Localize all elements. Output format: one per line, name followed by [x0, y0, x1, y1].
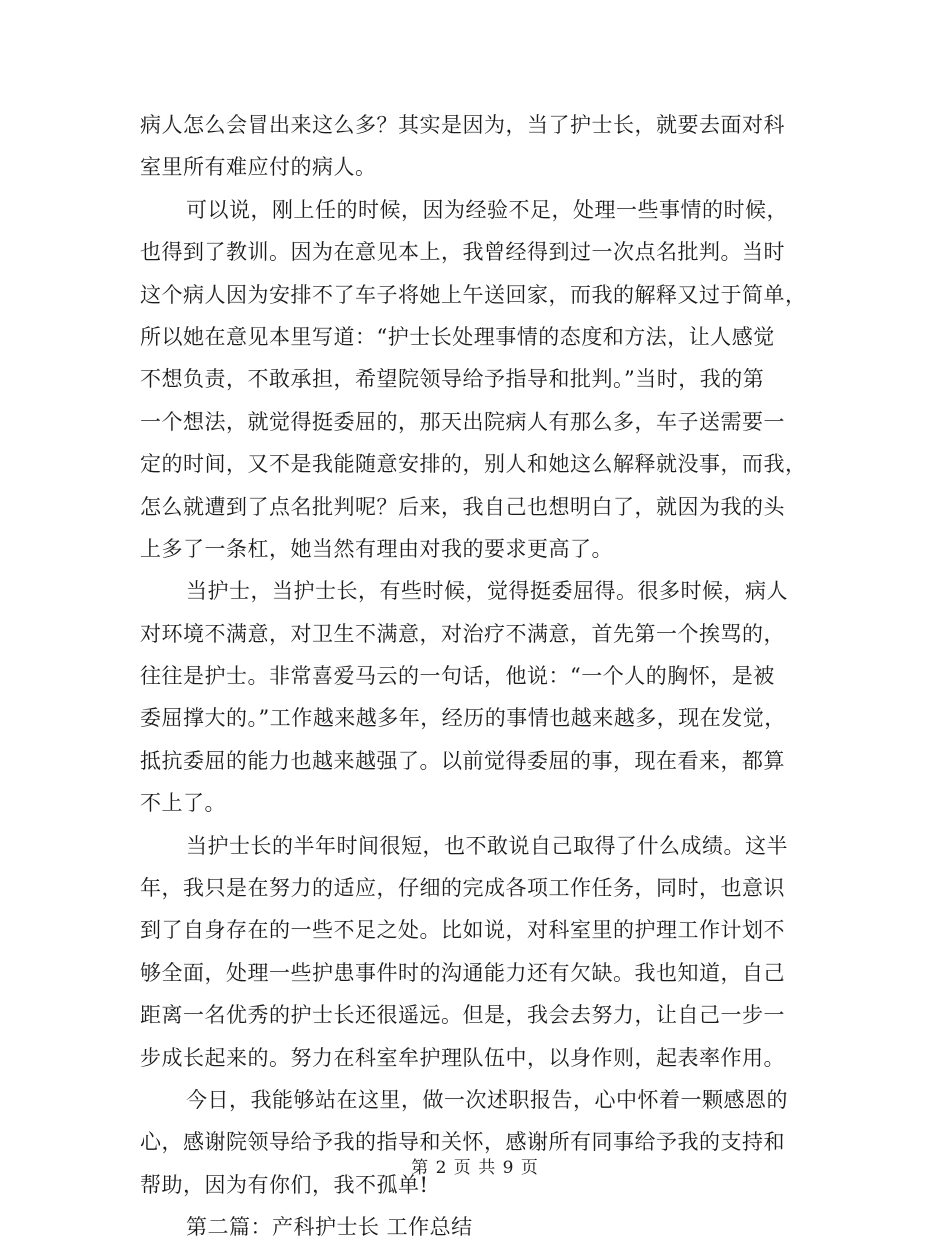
text-line: 对环境不满意，对卫生不满意，对治疗不满意，首先第一个挨骂的，	[140, 621, 785, 646]
text-line: 抵抗委屈的能力也越来越强了。以前觉得委屈的事，现在看来，都算	[140, 748, 785, 773]
document-body	[140, 104, 810, 1249]
text-line: 病人怎么会冒出来这么多？其实是因为，当了护士长，就要去面对科	[140, 113, 785, 137]
text-line: 室里所有难应付的病人。	[140, 155, 377, 180]
text-line: 也得到了教训。因为在意见本上，我曾经得到过一次点名批判。当时	[140, 240, 785, 265]
section-heading: 第二篇：产科护士长 工作总结	[186, 1215, 473, 1240]
text-line: 定的时间，又不是我能随意安排的，别人和她这么解释就没事，而我，	[140, 452, 807, 477]
text-line: 委屈撑大的。”工作越来越多年，经历的事情也越来越多，现在发觉，	[140, 706, 786, 731]
text-line: 心，感谢院领导给予我的指导和关怀，感谢所有同事给予我的支持和	[140, 1130, 785, 1155]
text-line: 够全面，处理一些护患事件时的沟通能力还有欠缺。我也知道，自己	[140, 960, 785, 985]
text-line: 所以她在意见本里写道：“护士长处理事情的态度和方法，让人感觉	[140, 324, 775, 349]
text-line: 当护士长的半年时间很短，也不敢说自己取得了什么成绩。这半	[186, 833, 788, 858]
text-line: 当护士，当护士长，有些时候，觉得挺委屈得。很多时候，病人	[186, 579, 788, 604]
text-line: 怎么就遭到了点名批判呢？后来，我自己也想明白了，就因为我的头	[140, 494, 785, 519]
text-line: 距离一名优秀的护士长还很遥远。但是，我会去努力，让自己一步一	[140, 1003, 785, 1028]
text-line: 不上了。	[140, 791, 226, 816]
text-line: 可以说，刚上任的时候，因为经验不足，处理一些事情的时候，	[186, 197, 788, 222]
text-line: 这个病人因为安排不了车子将她上午送回家，而我的解释又过于简单，	[140, 282, 807, 307]
text-line: 一个想法，就觉得挺委屈的，那天出院病人有那么多，车子送需要一	[140, 409, 785, 434]
text-line: 往往是护士。非常喜爱马云的一句话，他说：“一个人的胸怀，是被	[140, 664, 775, 689]
text-line: 今日，我能够站在这里，做一次述职报告，心中怀着一颗感恩的	[186, 1087, 788, 1112]
text-line: 步成长起来的。努力在科室牟护理队伍中，以身作则，起表率作用。	[140, 1045, 785, 1070]
text-line: 到了自身存在的一些不足之处。比如说，对科室里的护理工作计划不	[140, 918, 785, 943]
text-line: 不想负责，不敢承担，希望院领导给予指导和批判。”当时，我的第	[140, 367, 765, 392]
text-line: 上多了一条杠，她当然有理由对我的要求更高了。	[140, 536, 613, 561]
text-line: 年，我只是在努力的适应，仔细的完成各项工作任务，同时，也意识	[140, 876, 785, 901]
text-line: 帮助，因为有你们，我不孤单!	[140, 1172, 429, 1197]
page-number: 第 2 页 共 9 页	[411, 1158, 539, 1178]
